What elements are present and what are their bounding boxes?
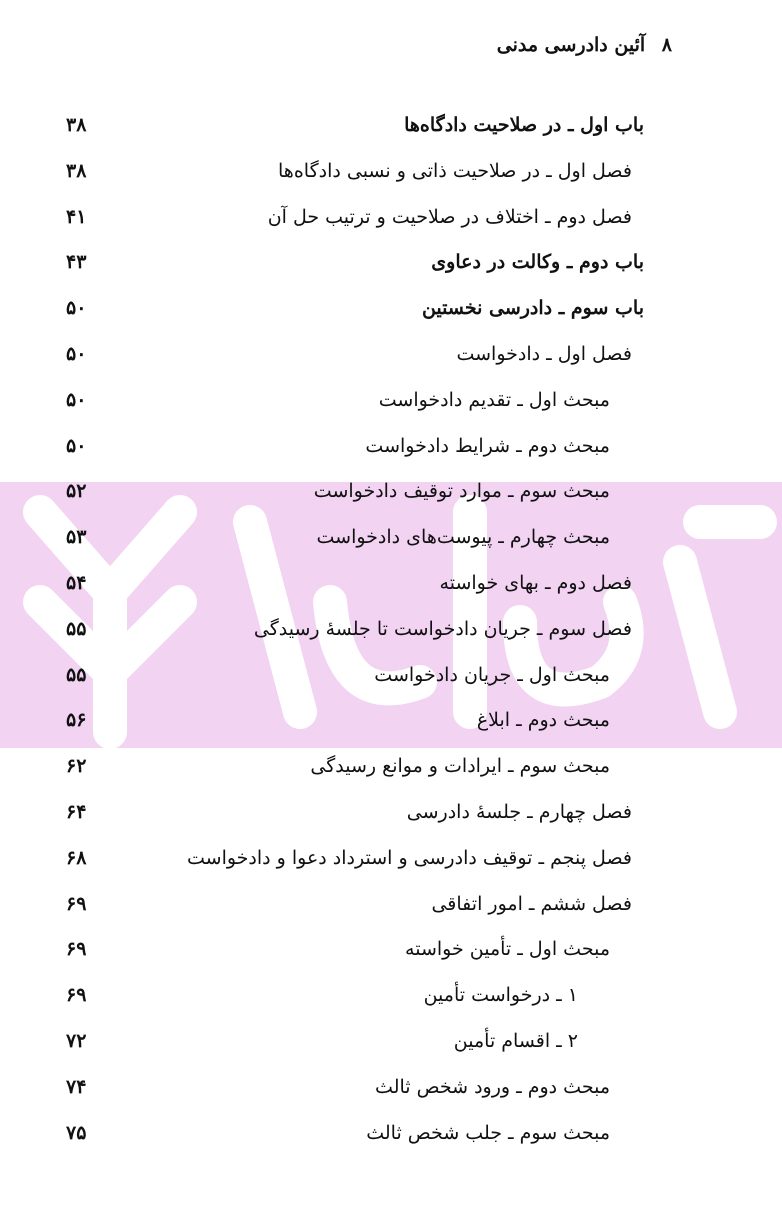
toc-entry (0, 745, 782, 793)
toc-entry (0, 791, 782, 839)
toc-entry-page: ۵۵ (66, 617, 87, 640)
toc-entry-title: باب سوم ـ دادرسی نخستین (421, 297, 644, 320)
toc-entry (0, 928, 782, 976)
toc-entry-title: ۱ ـ درخواست تأمین (423, 984, 578, 1007)
toc-entry-title: فصل پنجم ـ توقیف دادرسی و استرداد دعوا و دادخواست (187, 846, 632, 869)
toc-entry-page: ۶۹ (66, 892, 87, 915)
toc-entry-title: فصل دوم ـ اختلاف در صلاحیت و ترتیب حل آن (267, 205, 632, 228)
toc-entry-page: ۶۹ (66, 984, 87, 1007)
toc-entry-page: ۴۳ (66, 251, 87, 274)
toc-entry-title: مبحث دوم ـ شرایط دادخواست (365, 434, 610, 457)
toc-entry-page: ۵۴ (66, 572, 87, 594)
toc-entry-page: ۴۱ (66, 205, 87, 228)
toc-entry (0, 241, 782, 289)
toc-entry-page: ۵۰ (66, 434, 87, 457)
toc-entry-title: مبحث دوم ـ ورود شخص ثالث (375, 1075, 610, 1098)
toc-entry-page: ۶۸ (66, 846, 87, 869)
toc-entry-title: فصل ششم ـ امور اتفاقی (431, 892, 632, 915)
toc-entry (0, 562, 782, 610)
toc-entry-page: ۵۰ (66, 343, 87, 365)
toc-entry-title: فصل اول ـ دادخواست (456, 343, 632, 365)
toc-entry (0, 470, 782, 518)
toc-entry-page: ۳۸ (66, 159, 87, 182)
toc-entry-page: ۵۳ (66, 526, 87, 549)
header-page-number: ۸ (661, 34, 672, 56)
toc-entry-page: ۶۲ (66, 755, 87, 778)
toc-entry-page: ۵۰ (66, 297, 87, 320)
toc-entry-page: ۵۵ (66, 663, 87, 686)
toc-entry (0, 654, 782, 702)
toc-entry (0, 699, 782, 747)
toc-entry-title: مبحث دوم ـ ابلاغ (476, 709, 610, 732)
toc-entry-page: ۶۹ (66, 938, 87, 961)
toc-entry-title: فصل سوم ـ جریان دادخواست تا جلسهٔ رسیدگی (253, 617, 632, 640)
toc-entry-title: فصل اول ـ در صلاحیت ذاتی و نسبی دادگاه‌ها (278, 159, 632, 182)
toc-entry (0, 1066, 782, 1114)
toc-entry-title: مبحث سوم ـ جلب شخص ثالث (366, 1121, 610, 1144)
toc-entry (0, 883, 782, 931)
toc-entry-title: فصل دوم ـ بهای خواسته (439, 572, 632, 594)
header-book-title: آئین دادرسی مدنی (496, 34, 646, 56)
toc-entry (0, 837, 782, 885)
toc-entry (0, 1020, 782, 1068)
toc-entry (0, 150, 782, 198)
toc-entry-page: ۳۸ (66, 114, 87, 136)
toc-entry (0, 974, 782, 1022)
toc-entry-title: ۲ ـ اقسام تأمین (453, 1030, 578, 1052)
toc-entry-title: باب دوم ـ وکالت در دعاوی (431, 251, 644, 274)
toc-entry-title: باب اول ـ در صلاحیت دادگاه‌ها (404, 114, 644, 136)
toc-entry (0, 1112, 782, 1160)
toc-entry-title: مبحث اول ـ تقدیم دادخواست (378, 388, 610, 411)
toc-entry (0, 516, 782, 564)
toc-entry-title: مبحث سوم ـ موارد توقیف دادخواست (313, 480, 610, 503)
toc-entry-title: مبحث اول ـ تأمین خواسته (405, 938, 610, 961)
toc-entry (0, 608, 782, 656)
toc-entry (0, 333, 782, 381)
toc-entry (0, 379, 782, 427)
toc-entry-page: ۵۰ (66, 388, 87, 411)
toc-entry (0, 287, 782, 335)
toc-entry-page: ۷۴ (66, 1075, 87, 1098)
toc-entry-title: فصل چهارم ـ جلسهٔ دادرسی (406, 801, 632, 823)
toc-entry-page: ۷۲ (66, 1030, 87, 1052)
toc-entry (0, 196, 782, 244)
toc-entry-title: مبحث چهارم ـ پیوست‌های دادخواست (316, 526, 610, 549)
toc-entry (0, 104, 782, 152)
toc-entry-page: ۵۶ (66, 709, 87, 732)
toc-entry-page: ۶۴ (66, 801, 87, 823)
toc-entry-title: مبحث اول ـ جریان دادخواست (374, 663, 610, 686)
toc-entry-page: ۵۲ (66, 480, 87, 503)
toc-entry-page: ۷۵ (66, 1121, 87, 1144)
toc-entry (0, 425, 782, 473)
running-header (497, 34, 672, 56)
toc-entry-title: مبحث سوم ـ ایرادات و موانع رسیدگی (310, 755, 610, 778)
